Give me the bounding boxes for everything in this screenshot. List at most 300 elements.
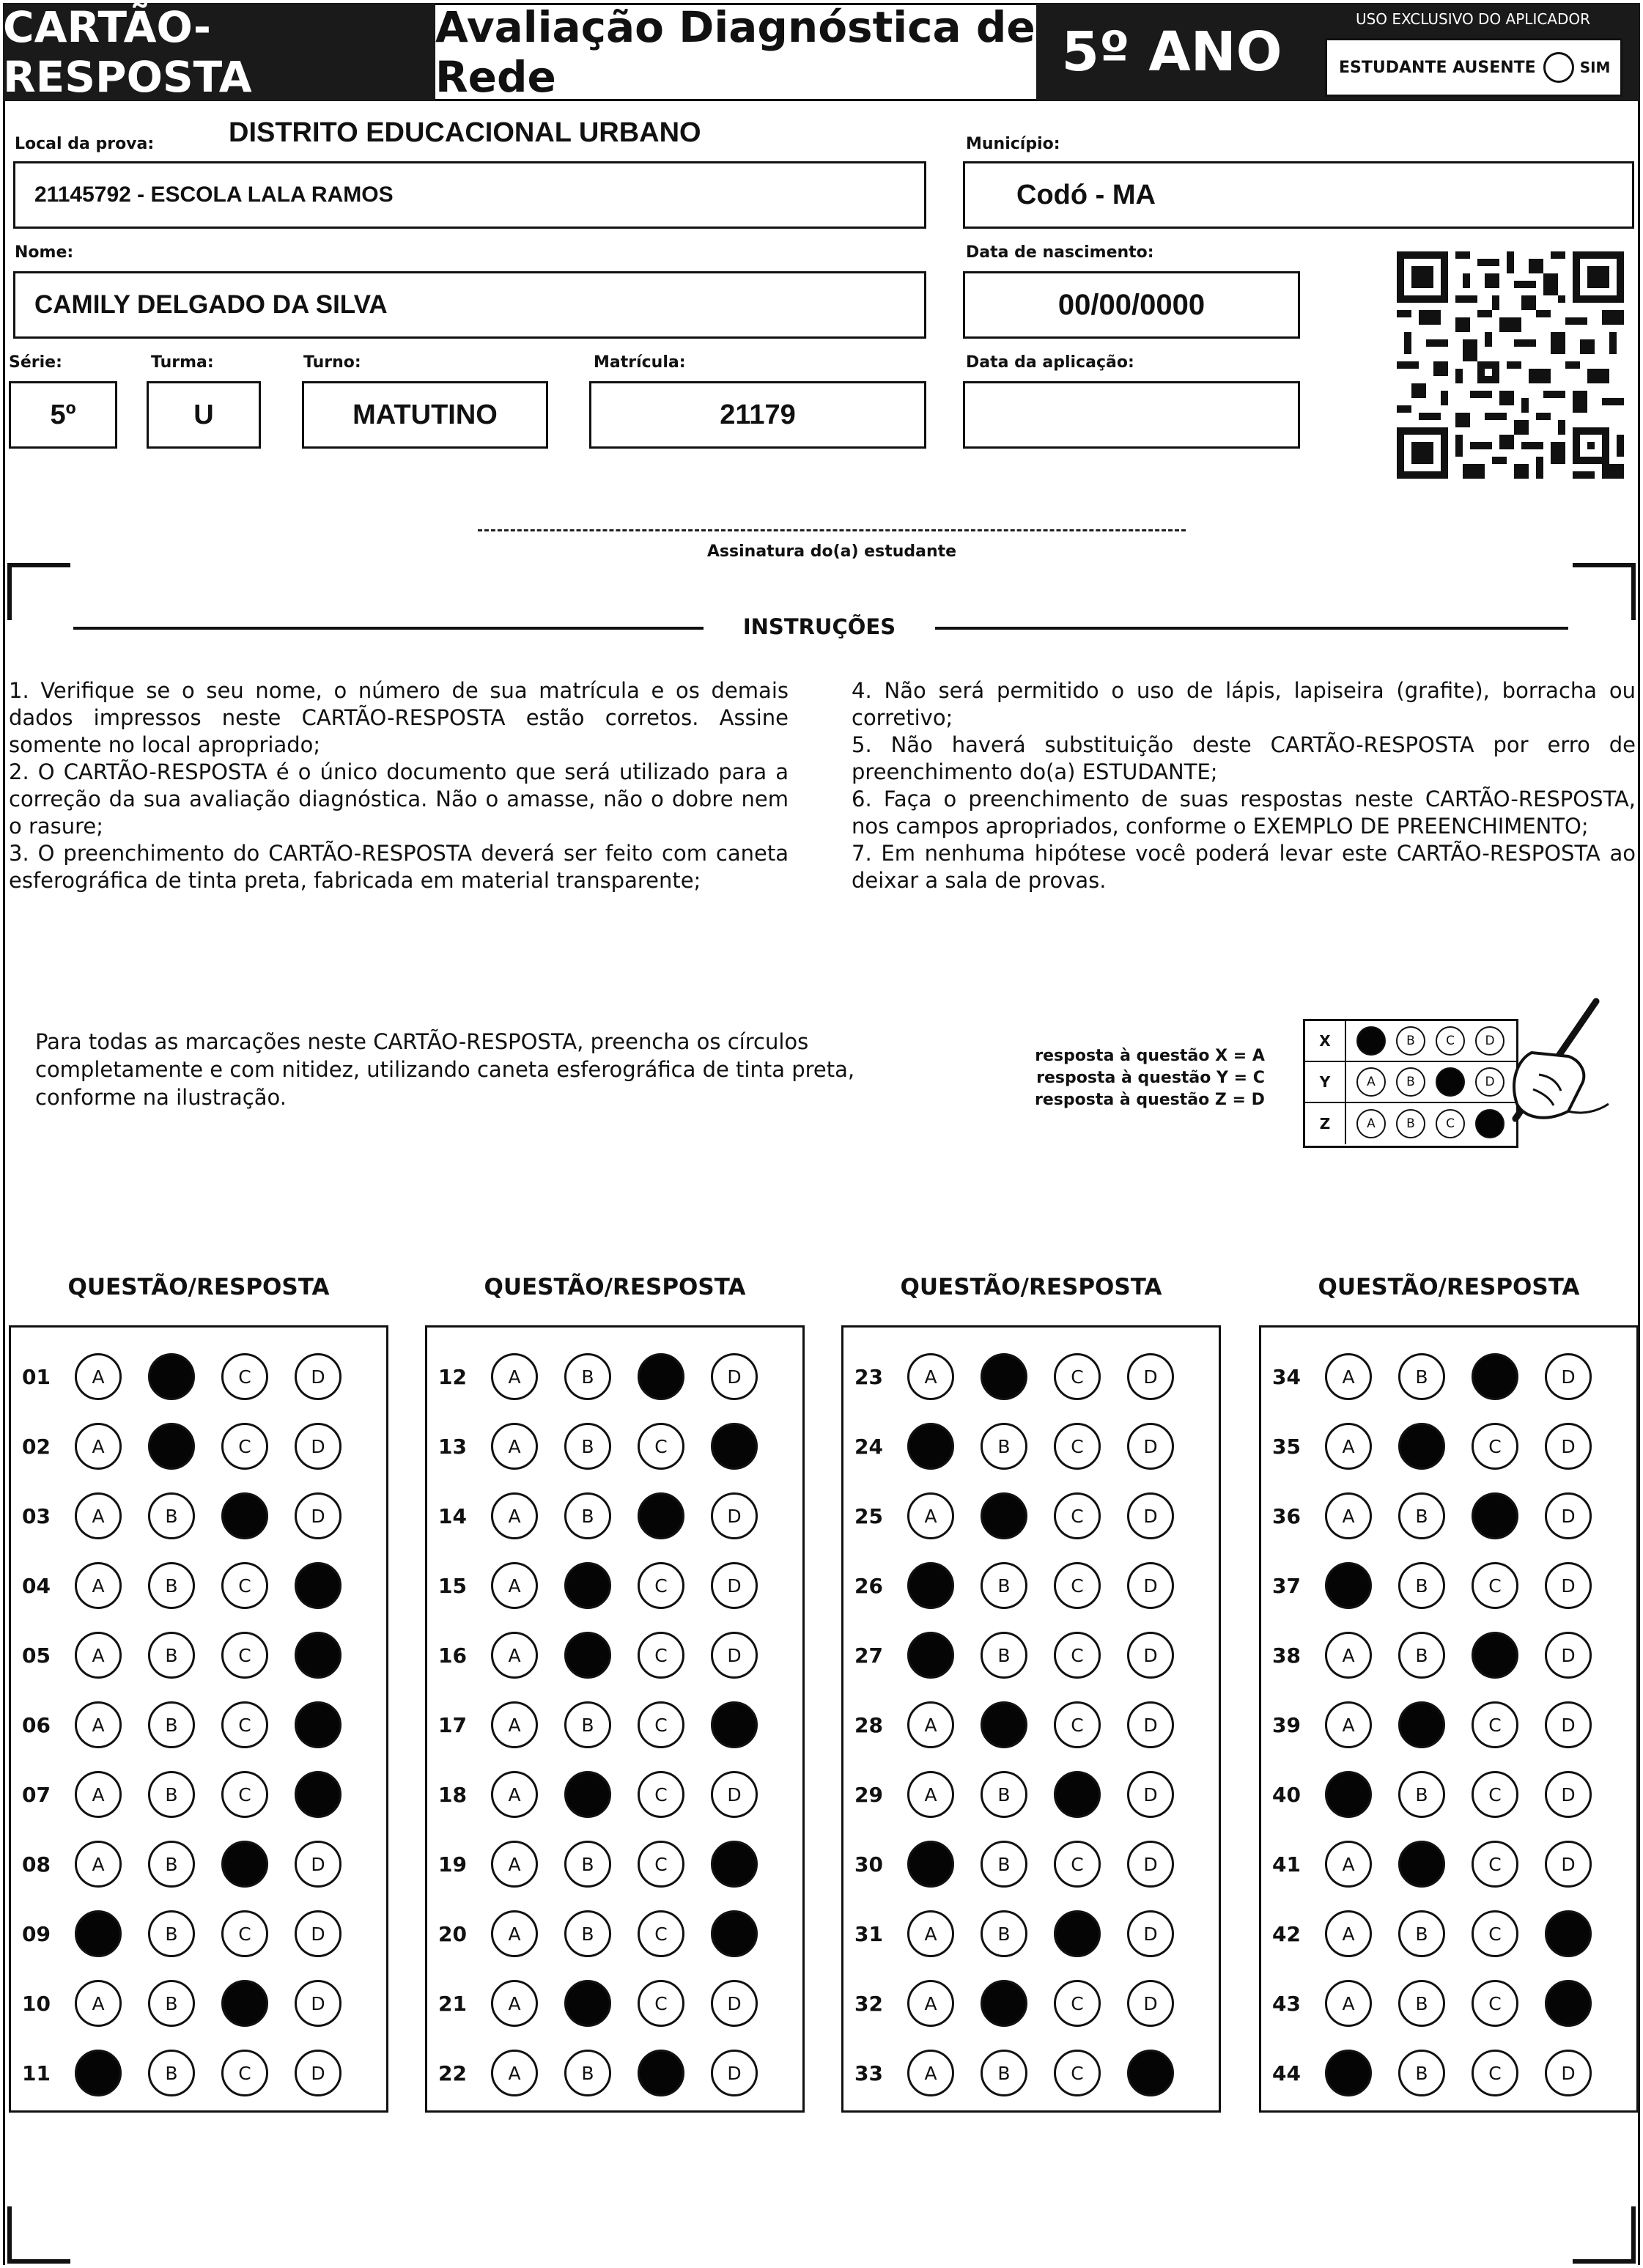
answer-bubble-c[interactable] [1472,1632,1518,1679]
answer-bubble-b[interactable]: B [148,1492,195,1539]
answer-bubble-c[interactable]: C [1472,2050,1518,2096]
question-number: 40 [1272,1782,1301,1807]
answer-bubble-a[interactable]: A [75,1423,122,1470]
question-number: 18 [438,1782,467,1807]
answer-bubble-d[interactable]: D [1127,1910,1174,1957]
answer-bubble-a[interactable] [1325,1562,1372,1609]
answer-bubble-d[interactable]: D [1127,1632,1174,1679]
answer-bubble-a[interactable]: A [75,1771,122,1818]
example-row-label: Y [1305,1062,1346,1102]
example-legend-x: resposta à questão X = A [1035,1047,1265,1065]
question-number: 21 [438,1991,467,2016]
answer-bubble-b[interactable] [1398,1423,1445,1470]
answer-bubble-a[interactable]: A [907,1353,954,1400]
answer-bubble-b[interactable]: B [564,1701,611,1748]
answer-bubble-c[interactable]: C [221,1562,268,1609]
answer-bubble-a[interactable]: A [491,1771,538,1818]
answer-bubble-c[interactable] [221,1492,268,1539]
answer-bubble-c[interactable]: C [221,1701,268,1748]
question-number: 36 [1272,1503,1301,1528]
answer-bubble-d[interactable]: D [1545,1841,1592,1888]
answer-bubble-d[interactable]: D [1545,1353,1592,1400]
answer-bubble-d[interactable]: D [1127,1353,1174,1400]
question-number: 17 [438,1712,467,1737]
answer-bubble-b[interactable]: B [1398,1771,1445,1818]
answer-bubble-c[interactable]: C [1054,1423,1101,1470]
question-row [9,1765,368,1824]
answer-bubble-a[interactable]: A [1325,1910,1372,1957]
signature-line[interactable] [478,529,1186,531]
answer-bubble-b[interactable]: B [148,1980,195,2027]
answer-bubble-c[interactable]: C [1054,1562,1101,1609]
example-bubble: C [1436,1026,1465,1056]
qr-code [1397,251,1624,479]
question-number: 27 [854,1643,883,1668]
question-number: 38 [1272,1643,1301,1668]
absent-yes-label: SIM [1579,59,1611,76]
answer-bubble-d[interactable]: D [1127,1492,1174,1539]
example-legend-y: resposta à questão Y = C [1036,1069,1265,1087]
question-number: 41 [1272,1852,1301,1877]
name-label: Nome: [15,243,74,262]
answer-bubble-d[interactable]: D [1545,1701,1592,1748]
example-bubble [1356,1026,1386,1056]
answer-bubble-a[interactable]: A [75,1353,122,1400]
answer-bubble-b[interactable] [564,1771,611,1818]
answer-bubble-d[interactable]: D [1127,1771,1174,1818]
answer-bubble-b[interactable]: B [148,2050,195,2096]
answer-bubble-a[interactable]: A [75,1562,122,1609]
answer-bubble-c[interactable]: C [1054,1353,1101,1400]
answer-bubble-d[interactable] [295,1562,341,1609]
answer-bubble-c[interactable] [638,1353,684,1400]
question-row [9,1347,368,1406]
answer-bubble-b[interactable]: B [1398,1492,1445,1539]
question-number: 01 [22,1364,51,1389]
answer-bubble-b[interactable]: B [981,1841,1027,1888]
answer-bubble-a[interactable] [907,1841,954,1888]
answer-bubble-b[interactable]: B [981,1423,1027,1470]
local-value: 21145792 - ESCOLA LALA RAMOS [34,183,394,207]
example-bubble: D [1475,1026,1504,1056]
answer-bubble-d[interactable]: D [295,1423,341,1470]
question-number: 08 [22,1852,51,1877]
answer-bubble-c[interactable]: C [638,1980,684,2027]
answer-bubble-a[interactable]: A [907,1701,954,1748]
answer-bubble-c[interactable]: C [221,1423,268,1470]
answer-bubble-d[interactable] [711,1841,758,1888]
answer-bubble-b[interactable] [564,1980,611,2027]
answer-bubble-c[interactable]: C [221,1771,268,1818]
question-number: 31 [854,1921,883,1946]
answer-bubble-a[interactable]: A [1325,1423,1372,1470]
corner-top-right [1573,563,1636,620]
answer-bubble-d[interactable]: D [295,1980,341,2027]
question-number: 29 [854,1782,883,1807]
city-field [963,161,1634,229]
question-row [9,2044,368,2102]
turno-label: Turno: [303,353,361,372]
example-row [1305,1021,1516,1062]
question-row [425,1765,784,1824]
birth-label: Data de nascimento: [966,243,1154,262]
answer-bubble-a[interactable]: A [491,1423,538,1470]
application-date-field [963,381,1300,449]
question-row [1259,1626,1618,1685]
question-number: 04 [22,1573,51,1598]
answer-bubble-c[interactable]: C [638,1632,684,1679]
answer-bubble-c[interactable]: C [638,1841,684,1888]
turma-field [147,381,261,449]
answer-bubble-b[interactable]: B [981,1562,1027,1609]
instructions-left [9,677,789,894]
answer-bubble-a[interactable]: A [1325,1492,1372,1539]
question-number: 05 [22,1643,51,1668]
question-row [1259,1696,1618,1754]
answer-bubble-a[interactable]: A [491,2050,538,2096]
answer-bubble-a[interactable]: A [1325,1701,1372,1748]
answer-bubble-a[interactable]: A [491,1632,538,1679]
question-number: 19 [438,1852,467,1877]
answer-bubble-a[interactable] [1325,1771,1372,1818]
answer-bubble-b[interactable]: B [1398,1353,1445,1400]
answer-bubble-a[interactable] [75,2050,122,2096]
instruction-7: 7. Em nenhuma hipótese você poderá levar este CARTÃO-RESPOSTA ao deixar a sala de provas. [852,841,1636,893]
answer-bubble-c[interactable]: C [221,1353,268,1400]
answer-bubble-b[interactable]: B [564,1423,611,1470]
answer-bubble-d[interactable]: D [1545,1492,1592,1539]
question-number: 10 [22,1991,51,2016]
example-legend [1035,1045,1265,1111]
answer-bubble-a[interactable]: A [907,1492,954,1539]
turno-value: MATUTINO [352,399,498,430]
answer-bubble-c[interactable] [1472,1353,1518,1400]
answer-bubble-b[interactable] [1398,1841,1445,1888]
answer-bubble-d[interactable]: D [1127,1841,1174,1888]
exam-title: Avaliação Diagnóstica de Rede [435,2,1035,102]
answer-bubble-a[interactable]: A [75,1492,122,1539]
birth-value: 00/00/0000 [1057,288,1206,321]
answer-bubble-b[interactable]: B [148,1701,195,1748]
answer-bubble-b[interactable]: B [564,2050,611,2096]
answer-bubble-b[interactable]: B [564,1492,611,1539]
question-number: 28 [854,1712,883,1737]
turma-value: U [193,399,214,430]
question-row [1259,1765,1618,1824]
absent-checkbox[interactable] [1543,52,1574,83]
matricula-label: Matrícula: [594,353,686,372]
signature-label: Assinatura do(a) estudante [706,542,957,561]
answer-bubble-c[interactable]: C [1054,2050,1101,2096]
application-date-label: Data da aplicação: [966,353,1134,372]
question-row [9,1417,368,1476]
answer-bubble-b[interactable]: B [148,1562,195,1609]
answer-bubble-d[interactable]: D [711,1980,758,2027]
question-row [841,1417,1200,1476]
answer-bubble-a[interactable]: A [491,1492,538,1539]
example-bubble: B [1396,1067,1425,1097]
example-bubble [1436,1067,1465,1097]
answer-bubble-d[interactable]: D [711,1353,758,1400]
answer-bubble-c[interactable]: C [221,2050,268,2096]
answer-bubble-a[interactable]: A [1325,1632,1372,1679]
answer-bubble-a[interactable]: A [1325,1841,1372,1888]
instructions-right [852,677,1636,894]
answer-bubble-b[interactable]: B [981,1910,1027,1957]
question-row [9,1556,368,1615]
question-number: 09 [22,1921,51,1946]
question-number: 44 [1272,2061,1301,2085]
question-number: 33 [854,2061,883,2085]
local-label: Local da prova: [15,135,155,153]
answer-bubble-c[interactable]: C [1472,1423,1518,1470]
answer-bubble-b[interactable] [148,1423,195,1470]
answer-bubble-c[interactable] [638,2050,684,2096]
answer-bubble-d[interactable] [1545,1980,1592,2027]
question-number: 06 [22,1712,51,1737]
answer-bubble-b[interactable]: B [148,1841,195,1888]
question-row [9,1626,368,1685]
answer-bubble-c[interactable]: C [1054,1492,1101,1539]
answer-bubble-d[interactable] [295,1771,341,1818]
answer-bubble-d[interactable]: D [1545,1423,1592,1470]
answer-bubble-d[interactable]: D [1127,1701,1174,1748]
answer-bubble-b[interactable] [981,1980,1027,2027]
question-row [841,1904,1200,1963]
serie-field [9,381,117,449]
absent-box [1325,38,1622,97]
answer-bubble-d[interactable]: D [711,1632,758,1679]
question-row [425,1556,784,1615]
answer-bubble-d[interactable]: D [711,1771,758,1818]
answer-bubble-c[interactable]: C [1054,1701,1101,1748]
answer-bubble-a[interactable] [907,1423,954,1470]
answer-bubble-d[interactable] [295,1632,341,1679]
answer-bubble-d[interactable]: D [295,1841,341,1888]
instruction-6: 6. Faça o preenchimento de suas respostas neste CARTÃO-RESPOSTA, nos campos apropriados, conforme o EXEMPLO DE PREENCHIMENTO; [852,787,1636,839]
instructions-rule-right [935,627,1568,630]
answer-bubble-c[interactable]: C [1054,1980,1101,2027]
answer-bubble-c[interactable]: C [1472,1562,1518,1609]
answer-bubble-b[interactable] [981,1701,1027,1748]
answer-bubble-c[interactable] [1054,1910,1101,1957]
example-bubble: B [1396,1109,1425,1138]
instruction-1: 1. Verifique se o seu nome, o número de sua matrícula e os demais dados impressos neste CARTÃO-RESPOSTA estão corretos. Assine somente no local apropriado; [9,678,789,757]
question-row [841,1835,1200,1893]
question-number: 07 [22,1782,51,1807]
answer-bubble-d[interactable]: D [295,1353,341,1400]
answer-bubble-b[interactable] [981,1492,1027,1539]
answer-bubble-d[interactable] [711,1423,758,1470]
answer-bubble-a[interactable]: A [491,1353,538,1400]
question-number: 24 [854,1434,883,1459]
question-number: 32 [854,1991,883,2016]
answer-bubble-a[interactable]: A [75,1632,122,1679]
answer-bubble-c[interactable]: C [1472,1910,1518,1957]
question-row [425,1626,784,1685]
answer-bubble-d[interactable]: D [711,2050,758,2096]
answer-bubble-c[interactable]: C [638,1423,684,1470]
question-row [841,1626,1200,1685]
answer-bubble-d[interactable]: D [1545,1771,1592,1818]
question-row [9,1974,368,2033]
answer-bubble-c[interactable]: C [221,1910,268,1957]
answer-bubble-b[interactable] [564,1632,611,1679]
pen-hand-icon [1488,994,1612,1141]
answer-bubble-c[interactable] [221,1980,268,2027]
example-instructions: Para todas as marcações neste CARTÃO-RESPOSTA, preencha os círculos completamente e com nitidez, utilizando caneta esferográfica de tinta preta, conforme na ilustração. [35,1029,855,1110]
answer-bubble-a[interactable]: A [491,1701,538,1748]
answer-bubble-d[interactable]: D [1545,1632,1592,1679]
question-row [425,1835,784,1893]
column-title-1: QUESTÃO/RESPOSTA [67,1274,330,1300]
answer-bubble-d[interactable]: D [1127,1562,1174,1609]
answer-bubble-b[interactable]: B [1398,2050,1445,2096]
answer-bubble-b[interactable]: B [1398,1632,1445,1679]
question-row [1259,2044,1618,2102]
question-number: 43 [1272,1991,1301,2016]
question-number: 16 [438,1643,467,1668]
answer-bubble-d[interactable]: D [295,2050,341,2096]
answer-bubble-c[interactable]: C [638,1771,684,1818]
answer-bubble-a[interactable]: A [75,1841,122,1888]
answer-bubble-b[interactable]: B [981,2050,1027,2096]
answer-bubble-d[interactable]: D [295,1492,341,1539]
answer-bubble-c[interactable]: C [638,1910,684,1957]
answer-bubble-b[interactable]: B [148,1910,195,1957]
answer-bubble-b[interactable]: B [1398,1980,1445,2027]
answer-bubble-a[interactable] [1325,2050,1372,2096]
instruction-3: 3. O preenchimento do CARTÃO-RESPOSTA deverá ser feito com caneta esferográfica de tinta preta, fabricada em material transparente; [9,841,789,893]
question-row [841,1556,1200,1615]
answer-bubble-c[interactable] [1472,1492,1518,1539]
question-number: 12 [438,1364,467,1389]
answer-bubble-a[interactable]: A [907,1771,954,1818]
example-row [1305,1103,1516,1144]
answer-bubble-d[interactable]: D [295,1910,341,1957]
example-bubble: C [1436,1109,1465,1138]
answer-bubble-d[interactable]: D [1545,2050,1592,2096]
answer-bubble-d[interactable] [1127,2050,1174,2096]
answer-bubble-d[interactable]: D [711,1562,758,1609]
question-row [9,1696,368,1754]
instructions-title: INSTRUÇÕES [742,614,896,639]
answer-bubble-c[interactable]: C [221,1632,268,1679]
answer-bubble-a[interactable] [75,1910,122,1957]
instructions-rule-left [73,627,704,630]
question-row [1259,1417,1618,1476]
answer-bubble-a[interactable]: A [491,1910,538,1957]
answer-bubble-b[interactable] [981,1353,1027,1400]
instruction-2: 2. O CARTÃO-RESPOSTA é o único documento que será utilizado para a correção da sua avaliação diagnóstica. Não o amasse, não o dobre nem o rasure; [9,759,789,839]
answer-bubble-c[interactable]: C [1054,1841,1101,1888]
answer-bubble-a[interactable]: A [907,1980,954,2027]
answer-bubble-a[interactable]: A [491,1562,538,1609]
question-row [1259,1904,1618,1963]
answer-bubble-b[interactable]: B [981,1771,1027,1818]
birth-field [963,271,1300,339]
answer-bubble-b[interactable] [1398,1701,1445,1748]
district-name: DISTRITO EDUCACIONAL URBANO [229,117,701,148]
answer-bubble-d[interactable] [711,1910,758,1957]
question-number: 23 [854,1364,883,1389]
question-row [841,1974,1200,2033]
answer-bubble-b[interactable]: B [1398,1562,1445,1609]
answer-bubble-b[interactable]: B [1398,1910,1445,1957]
answer-bubble-c[interactable]: C [1472,1771,1518,1818]
instruction-5: 5. Não haverá substituição deste CARTÃO-RESPOSTA por erro de preenchimento do(a) ESTUDANTE; [852,732,1636,784]
answer-bubble-b[interactable]: B [564,1910,611,1957]
answer-bubble-b[interactable]: B [148,1771,195,1818]
question-row [1259,1487,1618,1545]
answer-bubble-a[interactable]: A [75,1701,122,1748]
answer-bubble-d[interactable]: D [1545,1562,1592,1609]
answer-bubble-c[interactable]: C [1472,1980,1518,2027]
answer-bubble-c[interactable]: C [1054,1632,1101,1679]
city-value: Codó - MA [1016,179,1156,210]
question-number: 42 [1272,1921,1301,1946]
answer-bubble-b[interactable] [148,1353,195,1400]
serie-label: Série: [9,353,62,372]
answer-bubble-c[interactable]: C [1472,1841,1518,1888]
grade-label: 5º ANO [1036,3,1307,101]
matricula-value: 21179 [720,399,796,430]
answer-bubble-a[interactable]: A [907,2050,954,2096]
answer-bubble-c[interactable] [1054,1771,1101,1818]
answer-bubble-b[interactable]: B [148,1632,195,1679]
answer-bubble-d[interactable]: D [711,1492,758,1539]
answer-bubble-a[interactable]: A [1325,1980,1372,2027]
answer-bubble-b[interactable] [564,1562,611,1609]
answer-bubble-b[interactable]: B [981,1632,1027,1679]
question-row [425,1974,784,2033]
question-number: 34 [1272,1364,1301,1389]
example-grid [1303,1019,1518,1148]
answer-bubble-c[interactable] [638,1492,684,1539]
column-title-2: QUESTÃO/RESPOSTA [484,1274,746,1300]
answer-bubble-d[interactable]: D [1127,1423,1174,1470]
question-row [1259,1556,1618,1615]
answer-bubble-b[interactable]: B [564,1841,611,1888]
answer-bubble-d[interactable] [1545,1910,1592,1957]
answer-bubble-c[interactable]: C [1472,1701,1518,1748]
answer-bubble-a[interactable]: A [491,1841,538,1888]
name-field [13,271,926,339]
question-number: 11 [22,2061,51,2085]
answer-bubble-c[interactable] [221,1841,268,1888]
answer-bubble-c[interactable]: C [638,1701,684,1748]
column-title-3: QUESTÃO/RESPOSTA [900,1274,1162,1300]
answer-bubble-d[interactable] [711,1701,758,1748]
answer-bubble-a[interactable]: A [75,1980,122,2027]
question-row [841,2044,1200,2102]
answer-bubble-a[interactable] [907,1632,954,1679]
answer-bubble-c[interactable]: C [638,1562,684,1609]
answer-bubble-a[interactable]: A [491,1980,538,2027]
question-row [425,1417,784,1476]
answer-bubble-a[interactable]: A [907,1910,954,1957]
column-title-4: QUESTÃO/RESPOSTA [1318,1274,1580,1300]
turma-label: Turma: [151,353,214,372]
answer-bubble-d[interactable]: D [1127,1980,1174,2027]
question-row [425,1487,784,1545]
absent-label: ESTUDANTE AUSENTE [1339,58,1536,77]
answer-bubble-a[interactable]: A [1325,1353,1372,1400]
answer-bubble-a[interactable] [907,1562,954,1609]
answer-bubble-b[interactable]: B [564,1353,611,1400]
answer-bubble-d[interactable] [295,1701,341,1748]
question-number: 22 [438,2061,467,2085]
